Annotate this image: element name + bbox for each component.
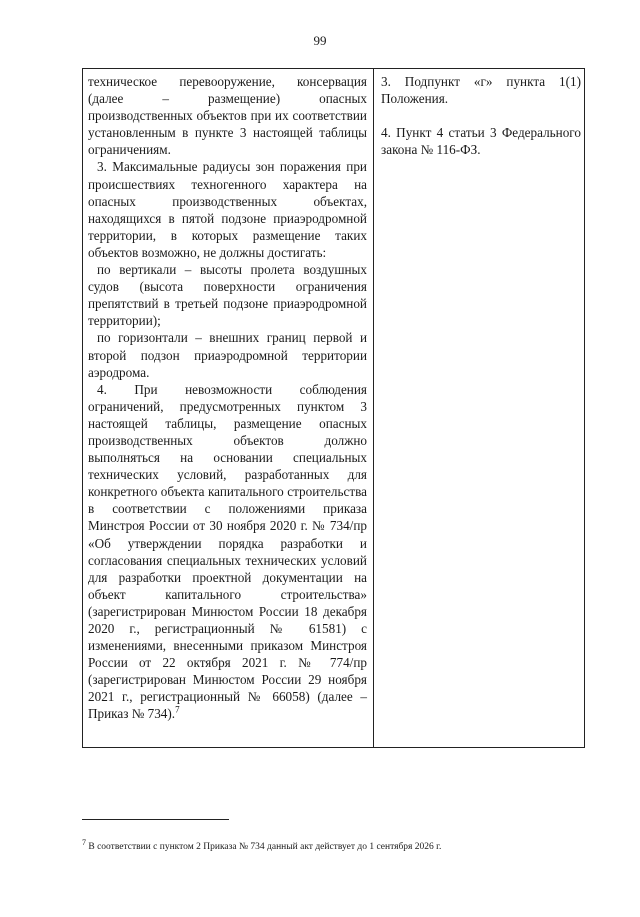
footnote-text: В соответствии с пунктом 2 Приказа № 734 данный акт действует до 1 сентября 2026 г. <box>86 842 442 852</box>
right-paragraph-1: 3. Подпункт «г» пункта 1(1) Положения. <box>381 74 581 107</box>
right-cell <box>381 73 581 175</box>
footnote-mark: 7 <box>82 837 86 847</box>
footnote <box>82 837 602 852</box>
footnote-reference: 7 <box>175 705 180 716</box>
footnote-divider <box>82 819 229 820</box>
requirements-table <box>82 68 585 748</box>
left-paragraph-5 <box>88 381 367 723</box>
page-number: 99 <box>313 33 327 48</box>
right-paragraph-2: 4. Пункт 4 статьи 3 Федерального закона № 116-ФЗ. <box>381 125 581 158</box>
left-paragraph-5-text: 4. При невозможности соблюдения ограничений, предусмотренных пунктом 3 настоящей таблицы, размещение опасных производственных объектов должно выполняться на основании специальных технических условий, разработанных для конкретного объекта капитального строительства в соответствии с положениями приказа Минстроя России от 30 ноября 2020 г. № 734/пр «Об утверждении порядка разработки и согласования специальных технических условий для разработки проектной документации на объект капитального строительства» (зарегистрирован Минюстом России 18 декабря 2020 г., регистрационный № 61581) с изменениями, внесенными приказом Минстроя России от 22 октября 2021 г. № 774/пр (зарегистрирован Минюстом России 29 ноября 2021 г., регистрационный № 66058) (далее – Приказ № 734). <box>88 381 367 722</box>
column-divider <box>373 69 374 747</box>
left-cell <box>88 73 367 723</box>
left-paragraph-3: по вертикали – высоты пролета воздушных судов (высота поверхности ограничения препятствий в третьей подзоне приаэродромной территории); <box>88 262 367 329</box>
left-paragraph-1: техническое перевооружение, консервация (далее – размещение) опасных производственных объектов при их соответствии установленным в пункте 3 настоящей таблицы ограничениям. <box>88 74 367 158</box>
left-paragraph-4: по горизонтали – внешних границ первой и второй подзон приаэродромной территории аэродрома. <box>88 330 367 380</box>
left-paragraph-2: 3. Максимальные радиусы зон поражения при происшествиях техногенного характера на опасных производственных объектах, находящихся в пятой подзоне приаэродромной территории, в которых размещение таких объектов возможно, не должны достигать: <box>88 159 367 260</box>
